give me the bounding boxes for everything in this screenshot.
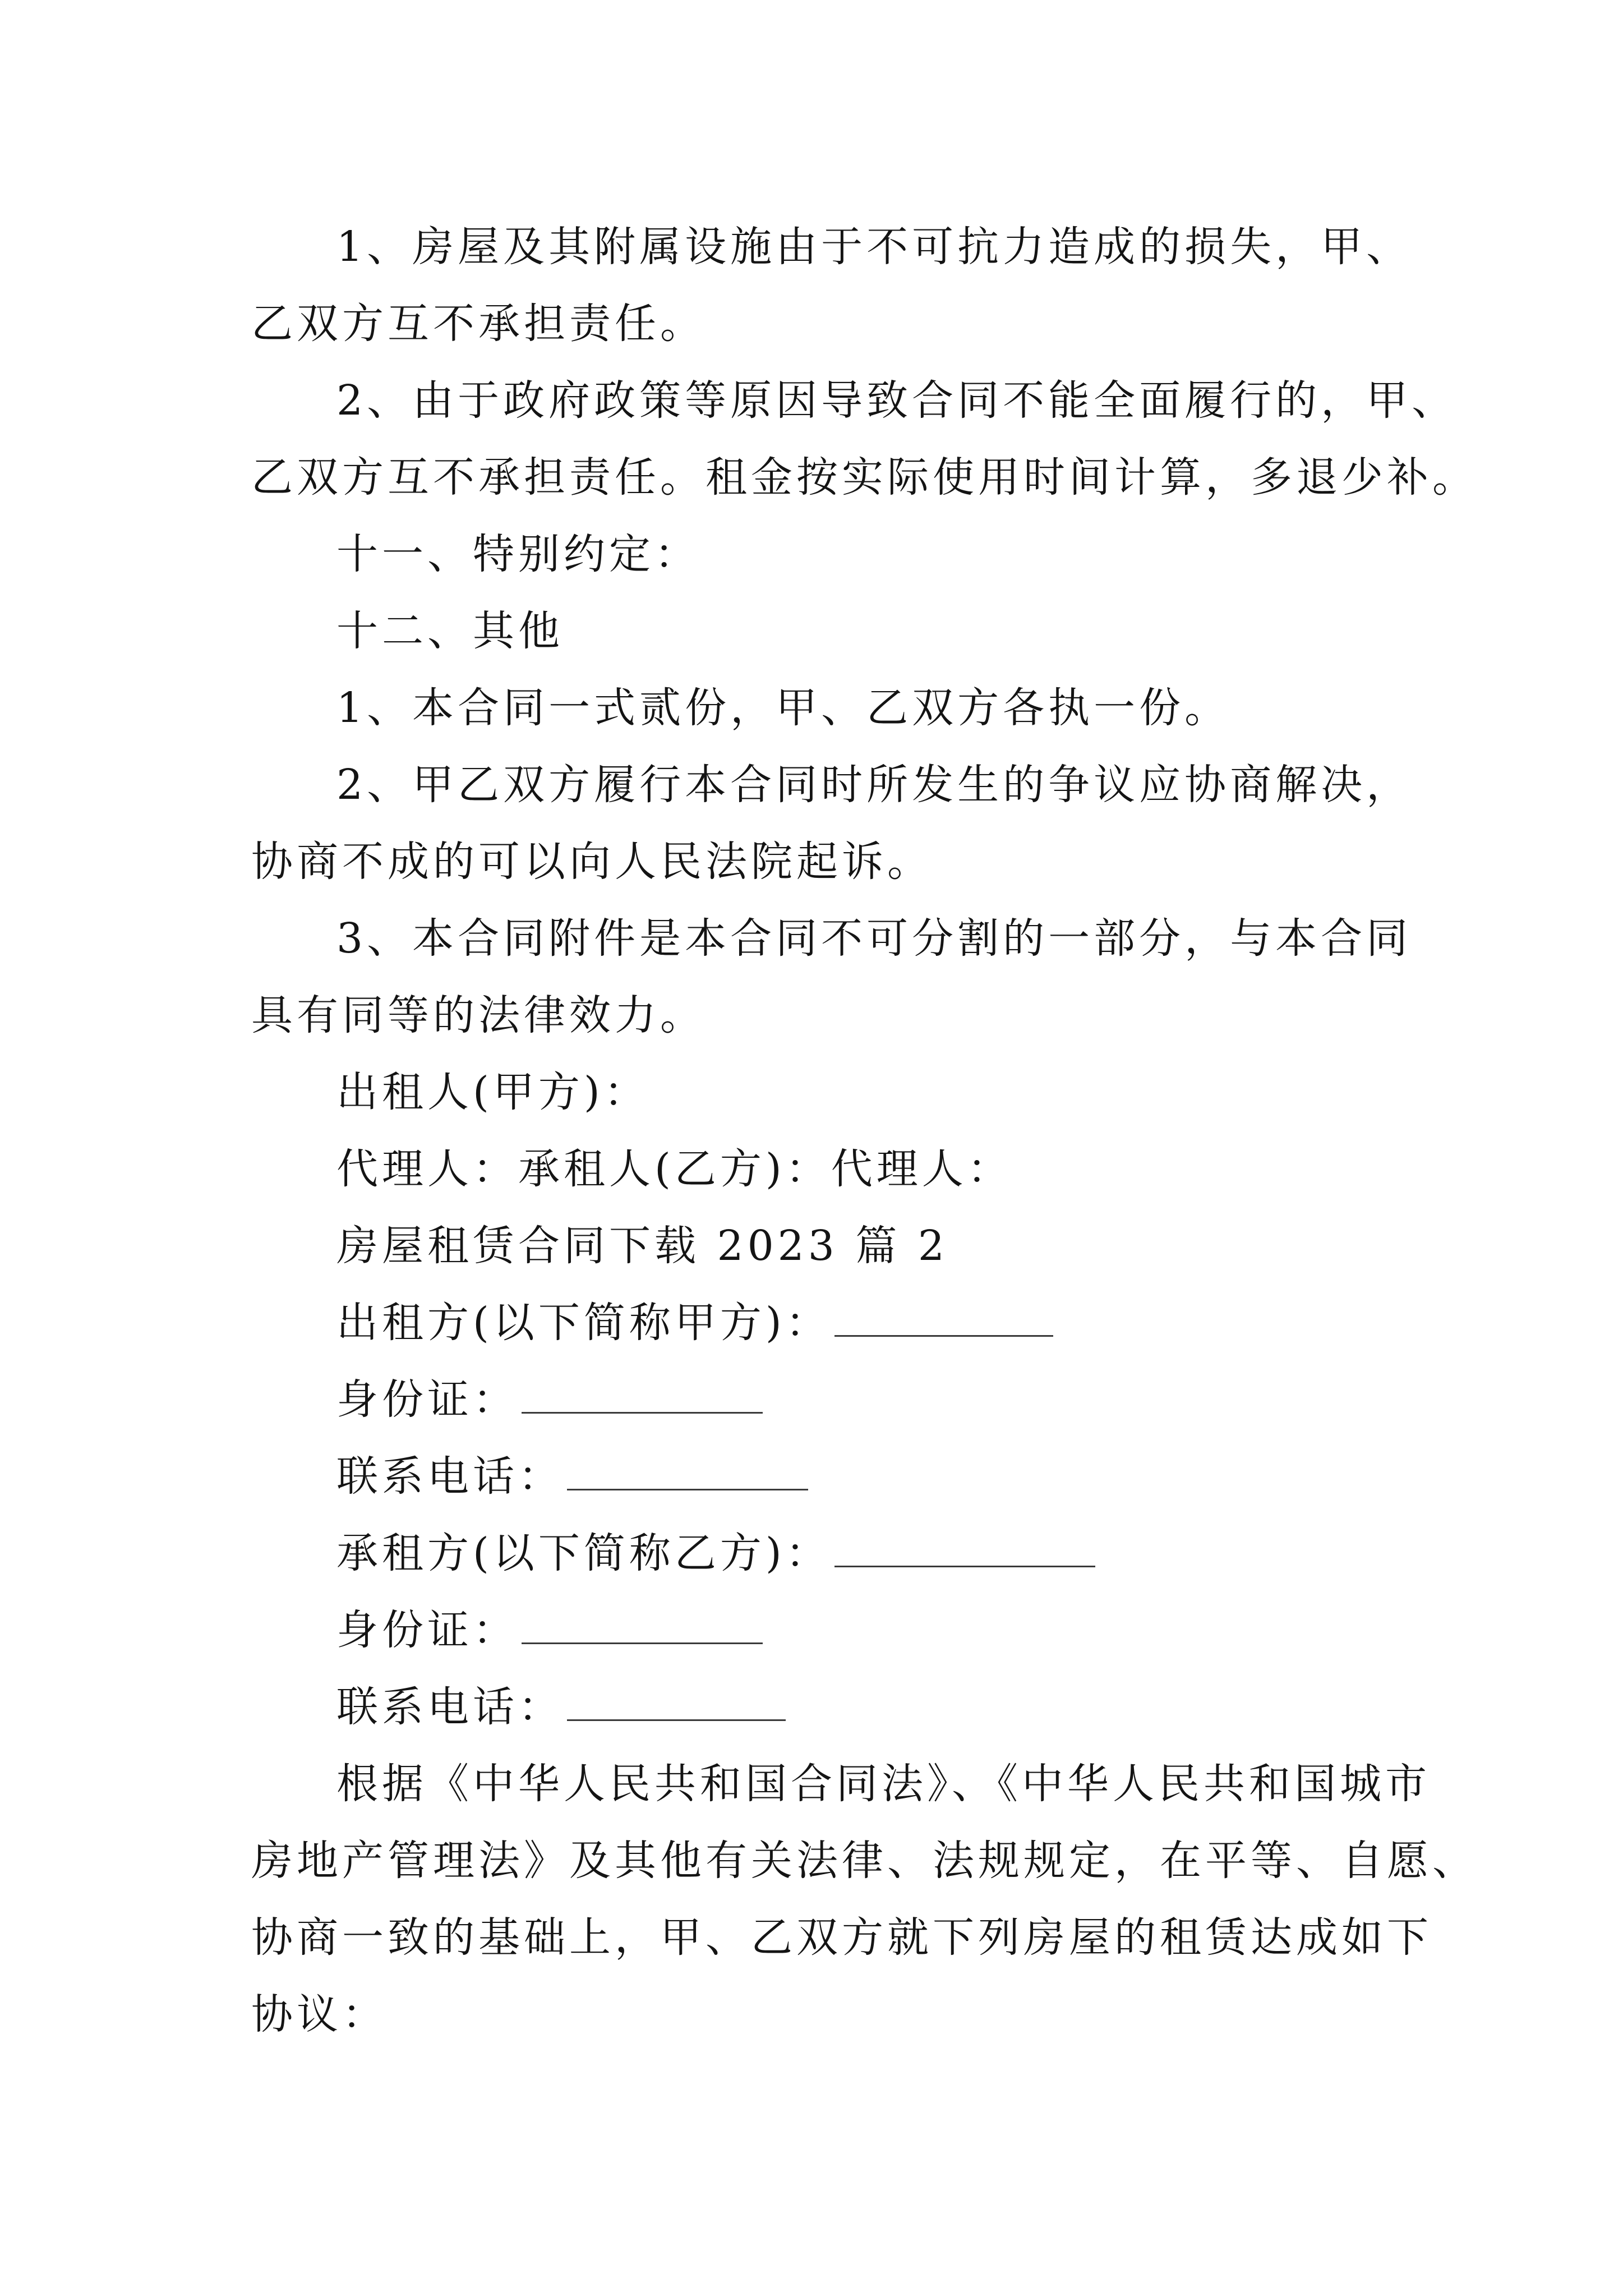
field-lessee-phone-label: 联系电话： xyxy=(336,1683,564,1731)
field-lessor-phone-label: 联系电话： xyxy=(336,1452,564,1501)
field-lessee-id-label: 身份证： xyxy=(336,1606,518,1654)
field-lessor-phone xyxy=(336,1448,808,1504)
agent-lessee-signature-line: 代理人：承租人(乙方)：代理人： xyxy=(336,1145,1013,1193)
paragraph-annex-line-2: 具有同等的法律效力。 xyxy=(251,991,706,1039)
field-lessee-phone-blank[interactable] xyxy=(567,1683,786,1721)
field-lessee-id xyxy=(336,1602,763,1658)
paragraph-1-line-2: 乙双方互不承担责任。 xyxy=(251,300,706,348)
closing-paragraph-line-1: 根据《中华人民共和国合同法》、《中华人民共和国城市 xyxy=(336,1760,1431,1808)
field-lessee xyxy=(336,1525,1095,1581)
section-heading-other: 十二、其他 xyxy=(336,607,564,655)
field-lessor xyxy=(336,1295,1053,1351)
field-lessee-label: 承租方(以下简称乙方)： xyxy=(336,1529,831,1577)
field-lessee-phone xyxy=(336,1679,786,1735)
paragraph-2-line-1: 2、由于政府政策等原因导致合同不能全面履行的，甲、 xyxy=(336,376,1458,425)
field-lessee-id-blank[interactable] xyxy=(522,1607,763,1644)
closing-paragraph-line-3: 协商一致的基础上，甲、乙双方就下列房屋的租赁达成如下 xyxy=(251,1913,1432,1962)
paragraph-1-line-1: 1、房屋及其附属设施由于不可抗力造成的损失，甲、 xyxy=(336,223,1412,271)
field-lessor-id xyxy=(336,1372,763,1428)
closing-paragraph-line-2: 房地产管理法》及其他有关法律、法规规定，在平等、自愿、 xyxy=(251,1837,1478,1885)
field-lessor-blank[interactable] xyxy=(834,1299,1053,1337)
section-heading-special-terms: 十一、特别约定： xyxy=(336,530,700,578)
contract-2-title: 房屋租赁合同下载 2023 篇 2 xyxy=(336,1222,948,1270)
field-lessee-blank[interactable] xyxy=(834,1530,1095,1567)
paragraph-disputes-line-2: 协商不成的可以向人民法院起诉。 xyxy=(251,838,933,886)
field-lessor-id-label: 身份证： xyxy=(336,1375,518,1424)
field-lessor-phone-blank[interactable] xyxy=(567,1453,808,1490)
paragraph-annex-line-1: 3、本合同附件是本合同不可分割的一部分，与本合同 xyxy=(336,914,1412,963)
paragraph-2-line-2: 乙双方互不承担责任。租金按实际使用时间计算，多退少补。 xyxy=(251,453,1478,501)
closing-paragraph-line-4: 协议： xyxy=(251,1990,388,2039)
lessor-signature-line: 出租人(甲方)： xyxy=(336,1068,649,1116)
paragraph-copies: 1、本合同一式贰份，甲、乙双方各执一份。 xyxy=(336,684,1230,732)
field-lessor-id-blank[interactable] xyxy=(522,1376,763,1414)
paragraph-disputes-line-1: 2、甲乙双方履行本合同时所发生的争议应协商解决， xyxy=(336,761,1412,809)
field-lessor-label: 出租方(以下简称甲方)： xyxy=(336,1299,831,1347)
